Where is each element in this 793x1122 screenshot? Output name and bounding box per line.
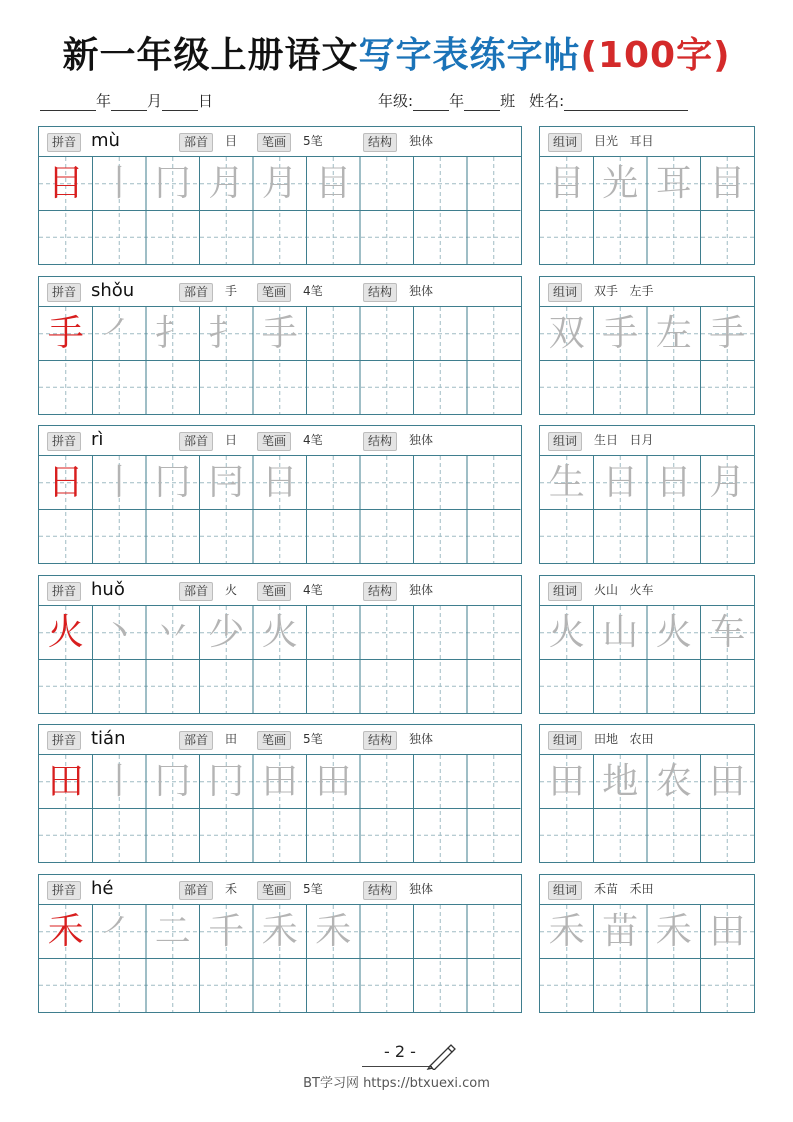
radical-value: 手 bbox=[225, 284, 238, 298]
stroke-step: 冃 bbox=[208, 461, 245, 503]
stroke-step: ㇒ bbox=[101, 910, 138, 952]
trace-char: 禾 bbox=[548, 910, 585, 952]
stroke-step: 月 bbox=[208, 162, 245, 204]
grid-cell bbox=[594, 456, 648, 510]
structure-value: 独体 bbox=[409, 433, 434, 447]
stroke-step: ㇒ bbox=[101, 312, 138, 354]
stroke-step: 千 bbox=[208, 910, 245, 952]
footer-underline bbox=[362, 1066, 432, 1067]
words-label: 组词 bbox=[548, 582, 582, 601]
strokes-value: 4笔 bbox=[303, 433, 323, 447]
words-header bbox=[540, 875, 754, 905]
stroke-step: 冂 bbox=[154, 162, 191, 204]
grid-cell bbox=[93, 307, 147, 361]
day-blank[interactable] bbox=[162, 94, 198, 111]
words-value: 禾苗 禾田 bbox=[594, 882, 654, 896]
writing-grid bbox=[39, 456, 521, 563]
strokes-label: 笔画 bbox=[257, 881, 291, 900]
structure-value: 独体 bbox=[409, 882, 434, 896]
pinyin-value: hé bbox=[91, 878, 114, 899]
class-blank[interactable] bbox=[464, 94, 500, 111]
strokes-value: 5笔 bbox=[303, 134, 323, 148]
char-info-header bbox=[39, 875, 521, 905]
writing-grid bbox=[39, 307, 521, 414]
grid-cell bbox=[200, 905, 254, 959]
grid-cell bbox=[146, 456, 200, 510]
grid-cell bbox=[307, 755, 361, 809]
pinyin-label: 拼音 bbox=[47, 881, 81, 900]
grid-cell bbox=[39, 307, 93, 361]
stroke-step: 目 bbox=[315, 162, 352, 204]
trace-char: 光 bbox=[602, 162, 639, 204]
model-char: 手 bbox=[47, 312, 84, 354]
stroke-step: ⺘ bbox=[154, 312, 191, 354]
structure-value: 独体 bbox=[409, 583, 434, 597]
words-value: 田地 农田 bbox=[594, 732, 654, 746]
pen-icon bbox=[426, 1042, 456, 1070]
grid-cell bbox=[540, 456, 594, 510]
writing-grid bbox=[39, 606, 521, 713]
words-practice-block bbox=[539, 126, 755, 265]
stroke-step: 手 bbox=[261, 312, 298, 354]
grid-cell bbox=[307, 157, 361, 211]
trace-char: 地 bbox=[602, 760, 639, 802]
radical-value: 目 bbox=[225, 134, 238, 148]
pinyin-label: 拼音 bbox=[47, 731, 81, 750]
trace-char: 手 bbox=[602, 312, 639, 354]
stroke-step: 禾 bbox=[315, 910, 352, 952]
grid-cell bbox=[200, 456, 254, 510]
grid-cell bbox=[594, 307, 648, 361]
radical-label: 部首 bbox=[179, 731, 213, 750]
title-part3: (100字) bbox=[580, 35, 731, 76]
grid-cell bbox=[701, 157, 755, 211]
strokes-label: 笔画 bbox=[257, 582, 291, 601]
stroke-step: 冂 bbox=[154, 461, 191, 503]
radical-label: 部首 bbox=[179, 133, 213, 152]
grid-cell bbox=[540, 307, 594, 361]
grid-cell bbox=[647, 307, 701, 361]
words-grid bbox=[540, 157, 754, 264]
grid-cell bbox=[253, 755, 307, 809]
words-label: 组词 bbox=[548, 283, 582, 302]
char-practice-block bbox=[38, 276, 522, 415]
pinyin-label: 拼音 bbox=[47, 582, 81, 601]
stroke-step: 丶 bbox=[101, 611, 138, 653]
grid-cell bbox=[701, 755, 755, 809]
words-grid bbox=[540, 456, 754, 563]
grade-blank[interactable] bbox=[413, 94, 449, 111]
grid-cell bbox=[540, 905, 594, 959]
char-info-header bbox=[39, 725, 521, 755]
student-line bbox=[378, 90, 688, 111]
radical-label: 部首 bbox=[179, 582, 213, 601]
stroke-step: 丷 bbox=[154, 611, 191, 653]
grid-cell bbox=[253, 307, 307, 361]
grid-cell bbox=[146, 606, 200, 660]
trace-char: 火 bbox=[655, 611, 692, 653]
strokes-value: 4笔 bbox=[303, 284, 323, 298]
stroke-step: 丨 bbox=[101, 162, 138, 204]
grid-cell bbox=[93, 456, 147, 510]
stroke-step: 月 bbox=[261, 162, 298, 204]
pinyin-label: 拼音 bbox=[47, 133, 81, 152]
words-label: 组词 bbox=[548, 881, 582, 900]
stroke-step: 田 bbox=[315, 760, 352, 802]
page-title bbox=[0, 34, 793, 78]
writing-grid bbox=[39, 755, 521, 862]
trace-char: 生 bbox=[548, 461, 585, 503]
grid-cell bbox=[39, 157, 93, 211]
grid-cell bbox=[93, 606, 147, 660]
grade-year-label: 年 bbox=[449, 92, 465, 110]
date-line bbox=[40, 90, 213, 111]
words-value: 生日 日月 bbox=[594, 433, 654, 447]
structure-label: 结构 bbox=[363, 283, 397, 302]
strokes-label: 笔画 bbox=[257, 731, 291, 750]
words-practice-block bbox=[539, 724, 755, 863]
char-info-header bbox=[39, 127, 521, 157]
char-info-header bbox=[39, 576, 521, 606]
model-char: 日 bbox=[47, 461, 84, 503]
trace-char: 目 bbox=[709, 162, 746, 204]
stroke-step: 二 bbox=[154, 910, 191, 952]
structure-label: 结构 bbox=[363, 582, 397, 601]
model-char: 目 bbox=[47, 162, 84, 204]
words-value: 火山 火车 bbox=[594, 583, 654, 597]
page-number: - 2 - bbox=[384, 1042, 416, 1061]
structure-label: 结构 bbox=[363, 731, 397, 750]
radical-label: 部首 bbox=[179, 283, 213, 302]
pinyin-value: tián bbox=[91, 728, 126, 749]
grid-cell bbox=[540, 157, 594, 211]
pinyin-value: huǒ bbox=[91, 579, 125, 600]
grid-cell bbox=[647, 456, 701, 510]
radical-value: 田 bbox=[225, 732, 238, 746]
words-value: 双手 左手 bbox=[594, 284, 654, 298]
grid-cell bbox=[647, 755, 701, 809]
name-label: 姓名: bbox=[529, 92, 565, 110]
grid-cell bbox=[647, 157, 701, 211]
stroke-step: 火 bbox=[261, 611, 298, 653]
stroke-step: 冂 bbox=[154, 760, 191, 802]
char-practice-block bbox=[38, 126, 522, 265]
char-practice-block bbox=[38, 874, 522, 1013]
structure-label: 结构 bbox=[363, 133, 397, 152]
grid-cell bbox=[647, 606, 701, 660]
structure-label: 结构 bbox=[363, 432, 397, 451]
model-char: 田 bbox=[47, 760, 84, 802]
char-practice-block bbox=[38, 575, 522, 714]
grid-cell bbox=[701, 307, 755, 361]
structure-value: 独体 bbox=[409, 732, 434, 746]
grid-cell bbox=[93, 755, 147, 809]
words-header bbox=[540, 277, 754, 307]
stroke-step: 扌 bbox=[208, 312, 245, 354]
trace-char: 日 bbox=[655, 461, 692, 503]
model-char: 火 bbox=[47, 611, 84, 653]
trace-char: 日 bbox=[602, 461, 639, 503]
grid-cell bbox=[253, 905, 307, 959]
words-label: 组词 bbox=[548, 432, 582, 451]
grade-label: 年级: bbox=[378, 92, 414, 110]
grid-cell bbox=[253, 606, 307, 660]
stroke-step: 田 bbox=[261, 760, 298, 802]
grid-cell bbox=[39, 905, 93, 959]
pinyin-label: 拼音 bbox=[47, 283, 81, 302]
stroke-step: 日 bbox=[261, 461, 298, 503]
title-part2: 写字表练字帖 bbox=[358, 35, 581, 76]
words-label: 组词 bbox=[548, 133, 582, 152]
writing-grid bbox=[39, 157, 521, 264]
strokes-label: 笔画 bbox=[257, 432, 291, 451]
grid-cell bbox=[307, 905, 361, 959]
words-header bbox=[540, 725, 754, 755]
grid-cell bbox=[39, 456, 93, 510]
radical-label: 部首 bbox=[179, 881, 213, 900]
radical-value: 日 bbox=[225, 433, 238, 447]
trace-char: 手 bbox=[709, 312, 746, 354]
grid-cell bbox=[146, 905, 200, 959]
stroke-step: 冂 bbox=[208, 760, 245, 802]
trace-char: 田 bbox=[709, 910, 746, 952]
words-practice-block bbox=[539, 425, 755, 564]
strokes-value: 5笔 bbox=[303, 882, 323, 896]
words-header bbox=[540, 127, 754, 157]
structure-label: 结构 bbox=[363, 881, 397, 900]
grid-cell bbox=[253, 456, 307, 510]
grid-cell bbox=[200, 307, 254, 361]
writing-grid bbox=[39, 905, 521, 1012]
grid-cell bbox=[594, 755, 648, 809]
char-info-header bbox=[39, 277, 521, 307]
grid-cell bbox=[594, 157, 648, 211]
trace-char: 左 bbox=[655, 312, 692, 354]
radical-value: 禾 bbox=[225, 882, 238, 896]
radical-value: 火 bbox=[225, 583, 238, 597]
trace-char: 车 bbox=[709, 611, 746, 653]
month-label: 月 bbox=[147, 92, 163, 110]
pinyin-value: mù bbox=[91, 130, 120, 151]
words-grid bbox=[540, 905, 754, 1012]
grid-cell bbox=[200, 157, 254, 211]
name-blank[interactable] bbox=[564, 94, 688, 111]
stroke-step: 丨 bbox=[101, 760, 138, 802]
words-practice-block bbox=[539, 575, 755, 714]
strokes-label: 笔画 bbox=[257, 283, 291, 302]
grid-cell bbox=[540, 606, 594, 660]
pinyin-value: rì bbox=[91, 429, 104, 450]
grid-cell bbox=[200, 606, 254, 660]
month-blank[interactable] bbox=[111, 94, 147, 111]
trace-char: 目 bbox=[548, 162, 585, 204]
trace-char: 苗 bbox=[602, 910, 639, 952]
grid-cell bbox=[701, 606, 755, 660]
grid-cell bbox=[701, 905, 755, 959]
grid-cell bbox=[39, 755, 93, 809]
day-label: 日 bbox=[198, 92, 214, 110]
class-label: 班 bbox=[500, 92, 516, 110]
grid-cell bbox=[146, 157, 200, 211]
words-label: 组词 bbox=[548, 731, 582, 750]
year-label: 年 bbox=[96, 92, 112, 110]
char-practice-block bbox=[38, 425, 522, 564]
trace-char: 双 bbox=[548, 312, 585, 354]
structure-value: 独体 bbox=[409, 284, 434, 298]
grid-cell bbox=[253, 157, 307, 211]
grid-cell bbox=[39, 606, 93, 660]
grid-cell bbox=[594, 905, 648, 959]
grid-cell bbox=[93, 905, 147, 959]
structure-value: 独体 bbox=[409, 134, 434, 148]
trace-char: 禾 bbox=[655, 910, 692, 952]
pinyin-value: shǒu bbox=[91, 280, 135, 301]
model-char: 禾 bbox=[47, 910, 84, 952]
char-practice-block bbox=[38, 724, 522, 863]
grid-cell bbox=[146, 307, 200, 361]
grid-cell bbox=[93, 157, 147, 211]
trace-char: 耳 bbox=[655, 162, 692, 204]
words-header bbox=[540, 576, 754, 606]
trace-char: 山 bbox=[602, 611, 639, 653]
grid-cell bbox=[540, 755, 594, 809]
radical-label: 部首 bbox=[179, 432, 213, 451]
char-info-header bbox=[39, 426, 521, 456]
trace-char: 田 bbox=[548, 760, 585, 802]
strokes-label: 笔画 bbox=[257, 133, 291, 152]
words-practice-block bbox=[539, 874, 755, 1013]
pinyin-label: 拼音 bbox=[47, 432, 81, 451]
trace-char: 农 bbox=[655, 760, 692, 802]
grid-cell bbox=[594, 606, 648, 660]
words-grid bbox=[540, 755, 754, 862]
words-header bbox=[540, 426, 754, 456]
words-practice-block bbox=[539, 276, 755, 415]
words-value: 目光 耳目 bbox=[594, 134, 654, 148]
grid-cell bbox=[200, 755, 254, 809]
trace-char: 月 bbox=[709, 461, 746, 503]
stroke-step: 禾 bbox=[261, 910, 298, 952]
footer-site: BT学习网 https://btxuexi.com bbox=[303, 1076, 490, 1091]
strokes-value: 4笔 bbox=[303, 583, 323, 597]
trace-char: 火 bbox=[548, 611, 585, 653]
words-grid bbox=[540, 606, 754, 713]
stroke-step: 丨 bbox=[101, 461, 138, 503]
grid-cell bbox=[146, 755, 200, 809]
year-blank[interactable] bbox=[40, 94, 96, 111]
stroke-step: 少 bbox=[208, 611, 245, 653]
title-part1: 新一年级上册语文 bbox=[62, 35, 359, 76]
words-grid bbox=[540, 307, 754, 414]
strokes-value: 5笔 bbox=[303, 732, 323, 746]
trace-char: 田 bbox=[709, 760, 746, 802]
grid-cell bbox=[701, 456, 755, 510]
grid-cell bbox=[647, 905, 701, 959]
